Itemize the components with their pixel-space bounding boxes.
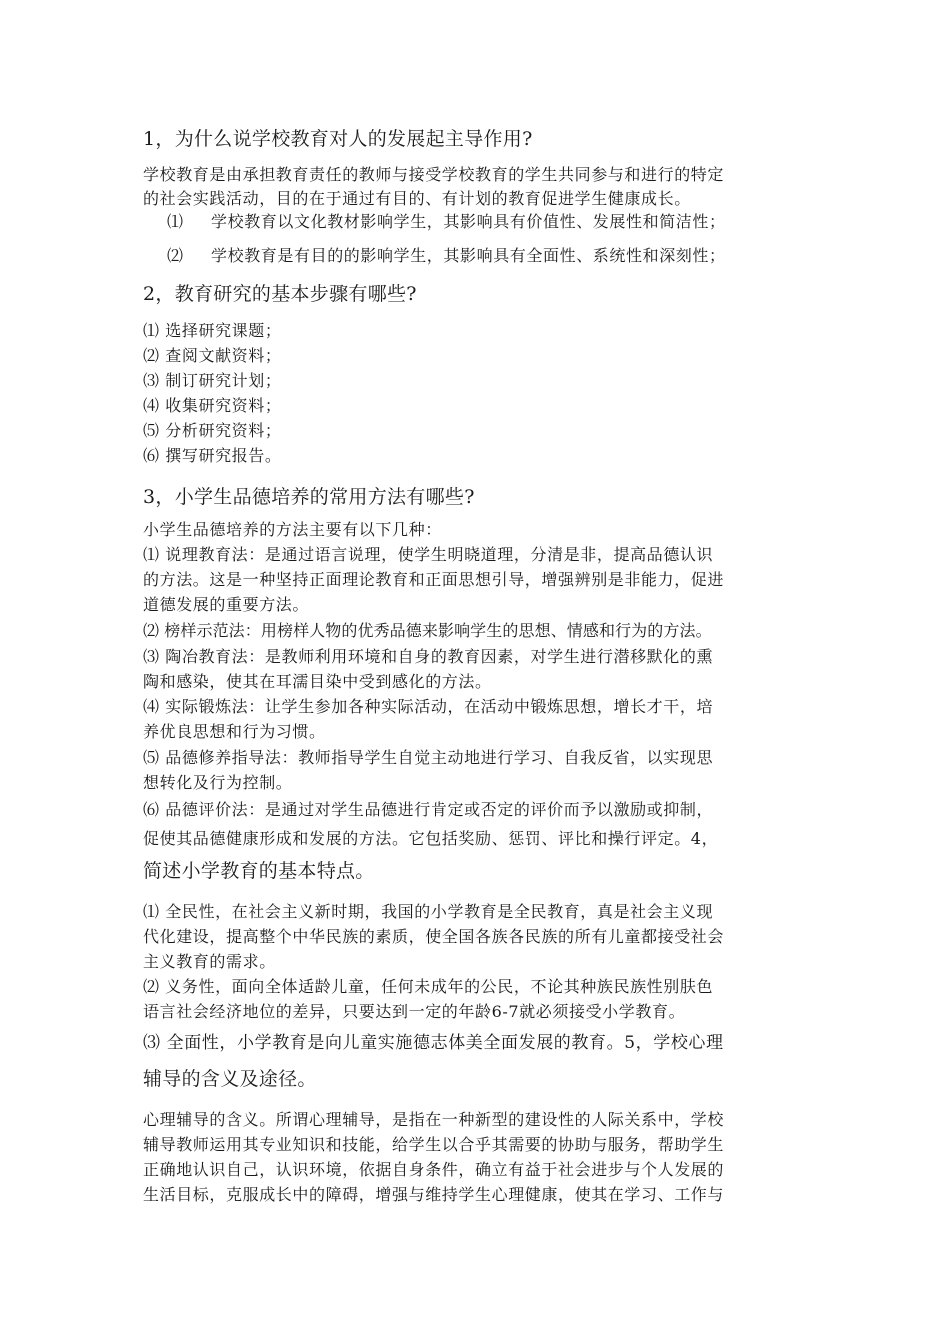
list-item: ⑴ 选择研究课题；	[143, 321, 282, 340]
q3-heading: 3，小学生品德培养的常用方法有哪些?	[143, 486, 475, 508]
q4-line: 主义教育的需求。	[143, 952, 276, 971]
q3-line: ⑴ 说理教育法：是通过语言说理，使学生明晓道理，分清是非，提高品德认识	[143, 545, 714, 564]
q3-line: ⑷ 实际锻炼法：让学生参加各种实际活动，在活动中锻炼思想，增长才干，培	[143, 697, 714, 716]
q3-line: ⑹ 品德评价法：是通过对学生品德进行肯定或否定的评价而予以激励或抑制，	[143, 800, 714, 819]
q2-heading: 2，教育研究的基本步骤有哪些?	[143, 283, 417, 305]
q5-heading: 辅导的含义及途径。	[143, 1068, 317, 1090]
q1-paragraph-line: 学校教育是由承担教育责任的教师与接受学校教育的学生共同参与和进行的特定	[143, 165, 725, 184]
q1-paragraph-line: 的社会实践活动，目的在于通过有目的、有计划的教育促进学生健康成长。	[143, 189, 691, 208]
q3-line: 促使其品德健康形成和发展的方法。它包括奖励、惩罚、评比和操行评定。4，	[143, 829, 719, 848]
q5-line: 正确地认识自己，认识环境，依据自身条件，确立有益于社会进步与个人发展的	[143, 1160, 725, 1179]
q4-line: 语言社会经济地位的差异，只要达到一定的年龄6-7就必须接受小学教育。	[143, 1002, 686, 1021]
q4-heading: 简述小学教育的基本特点。	[143, 860, 375, 882]
list-item: ⑷ 收集研究资料；	[143, 396, 282, 415]
list-item: ⑵ 查阅文献资料；	[143, 346, 282, 365]
q3-line: ⑶ 陶冶教育法：是教师利用环境和自身的教育因素，对学生进行潜移默化的熏	[143, 647, 714, 666]
q3-line: 陶和感染，使其在耳濡目染中受到感化的方法。	[143, 672, 492, 691]
q3-line: ⑵ 榜样示范法：用榜样人物的优秀品德来影响学生的思想、情感和行为的方法。	[143, 621, 712, 640]
q3-line: 想转化及行为控制。	[143, 773, 293, 792]
q3-line: ⑸ 品德修养指导法：教师指导学生自觉主动地进行学习、自我反省，以实现思	[143, 748, 714, 767]
q1-item-1	[167, 210, 726, 234]
q1-heading: 1，为什么说学校教育对人的发展起主导作用?	[143, 128, 533, 150]
q5-line: 生活目标，克服成长中的障碍，增强与维持学生心理健康，使其在学习、工作与	[143, 1185, 725, 1204]
q1-item-2	[167, 244, 726, 268]
q4-line: ⑶ 全面性，小学教育是向儿童实施德志体美全面发展的教育。5，学校心理	[143, 1033, 724, 1053]
q4-line: ⑵ 义务性，面向全体适龄儿童，任何未成年的公民，不论其种族民族性别肤色	[143, 977, 714, 996]
q3-line: 养优良思想和行为习惯。	[143, 722, 326, 741]
q5-line: 辅导教师运用其专业知识和技能，给学生以合乎其需要的协助与服务，帮助学生	[143, 1135, 725, 1154]
q3-intro: 小学生品德培养的方法主要有以下几种：	[143, 520, 442, 539]
list-item: ⑶ 制订研究计划；	[143, 371, 282, 390]
list-item: ⑹ 撰写研究报告。	[143, 446, 282, 465]
q3-line: 道德发展的重要方法。	[143, 595, 310, 614]
item-text: 学校教育以文化教材影响学生，其影响具有价值性、发展性和简洁性；	[211, 212, 726, 231]
q4-line: ⑴ 全民性，在社会主义新时期，我国的小学教育是全民教育，真是社会主义现	[143, 902, 714, 921]
q4-line: 代化建设，提高整个中华民族的素质，使全国各族各民族的所有儿童都接受社会	[143, 927, 725, 946]
item-number: ⑴	[167, 212, 184, 231]
list-item: ⑸ 分析研究资料；	[143, 421, 282, 440]
item-number: ⑵	[167, 246, 184, 265]
q3-line: 的方法。这是一种坚持正面理论教育和正面思想引导，增强辨别是非能力，促进	[143, 570, 725, 589]
q5-line: 心理辅导的含义。所谓心理辅导，是指在一种新型的建设性的人际关系中，学校	[143, 1110, 725, 1129]
item-text: 学校教育是有目的的影响学生，其影响具有全面性、系统性和深刻性；	[211, 246, 726, 265]
